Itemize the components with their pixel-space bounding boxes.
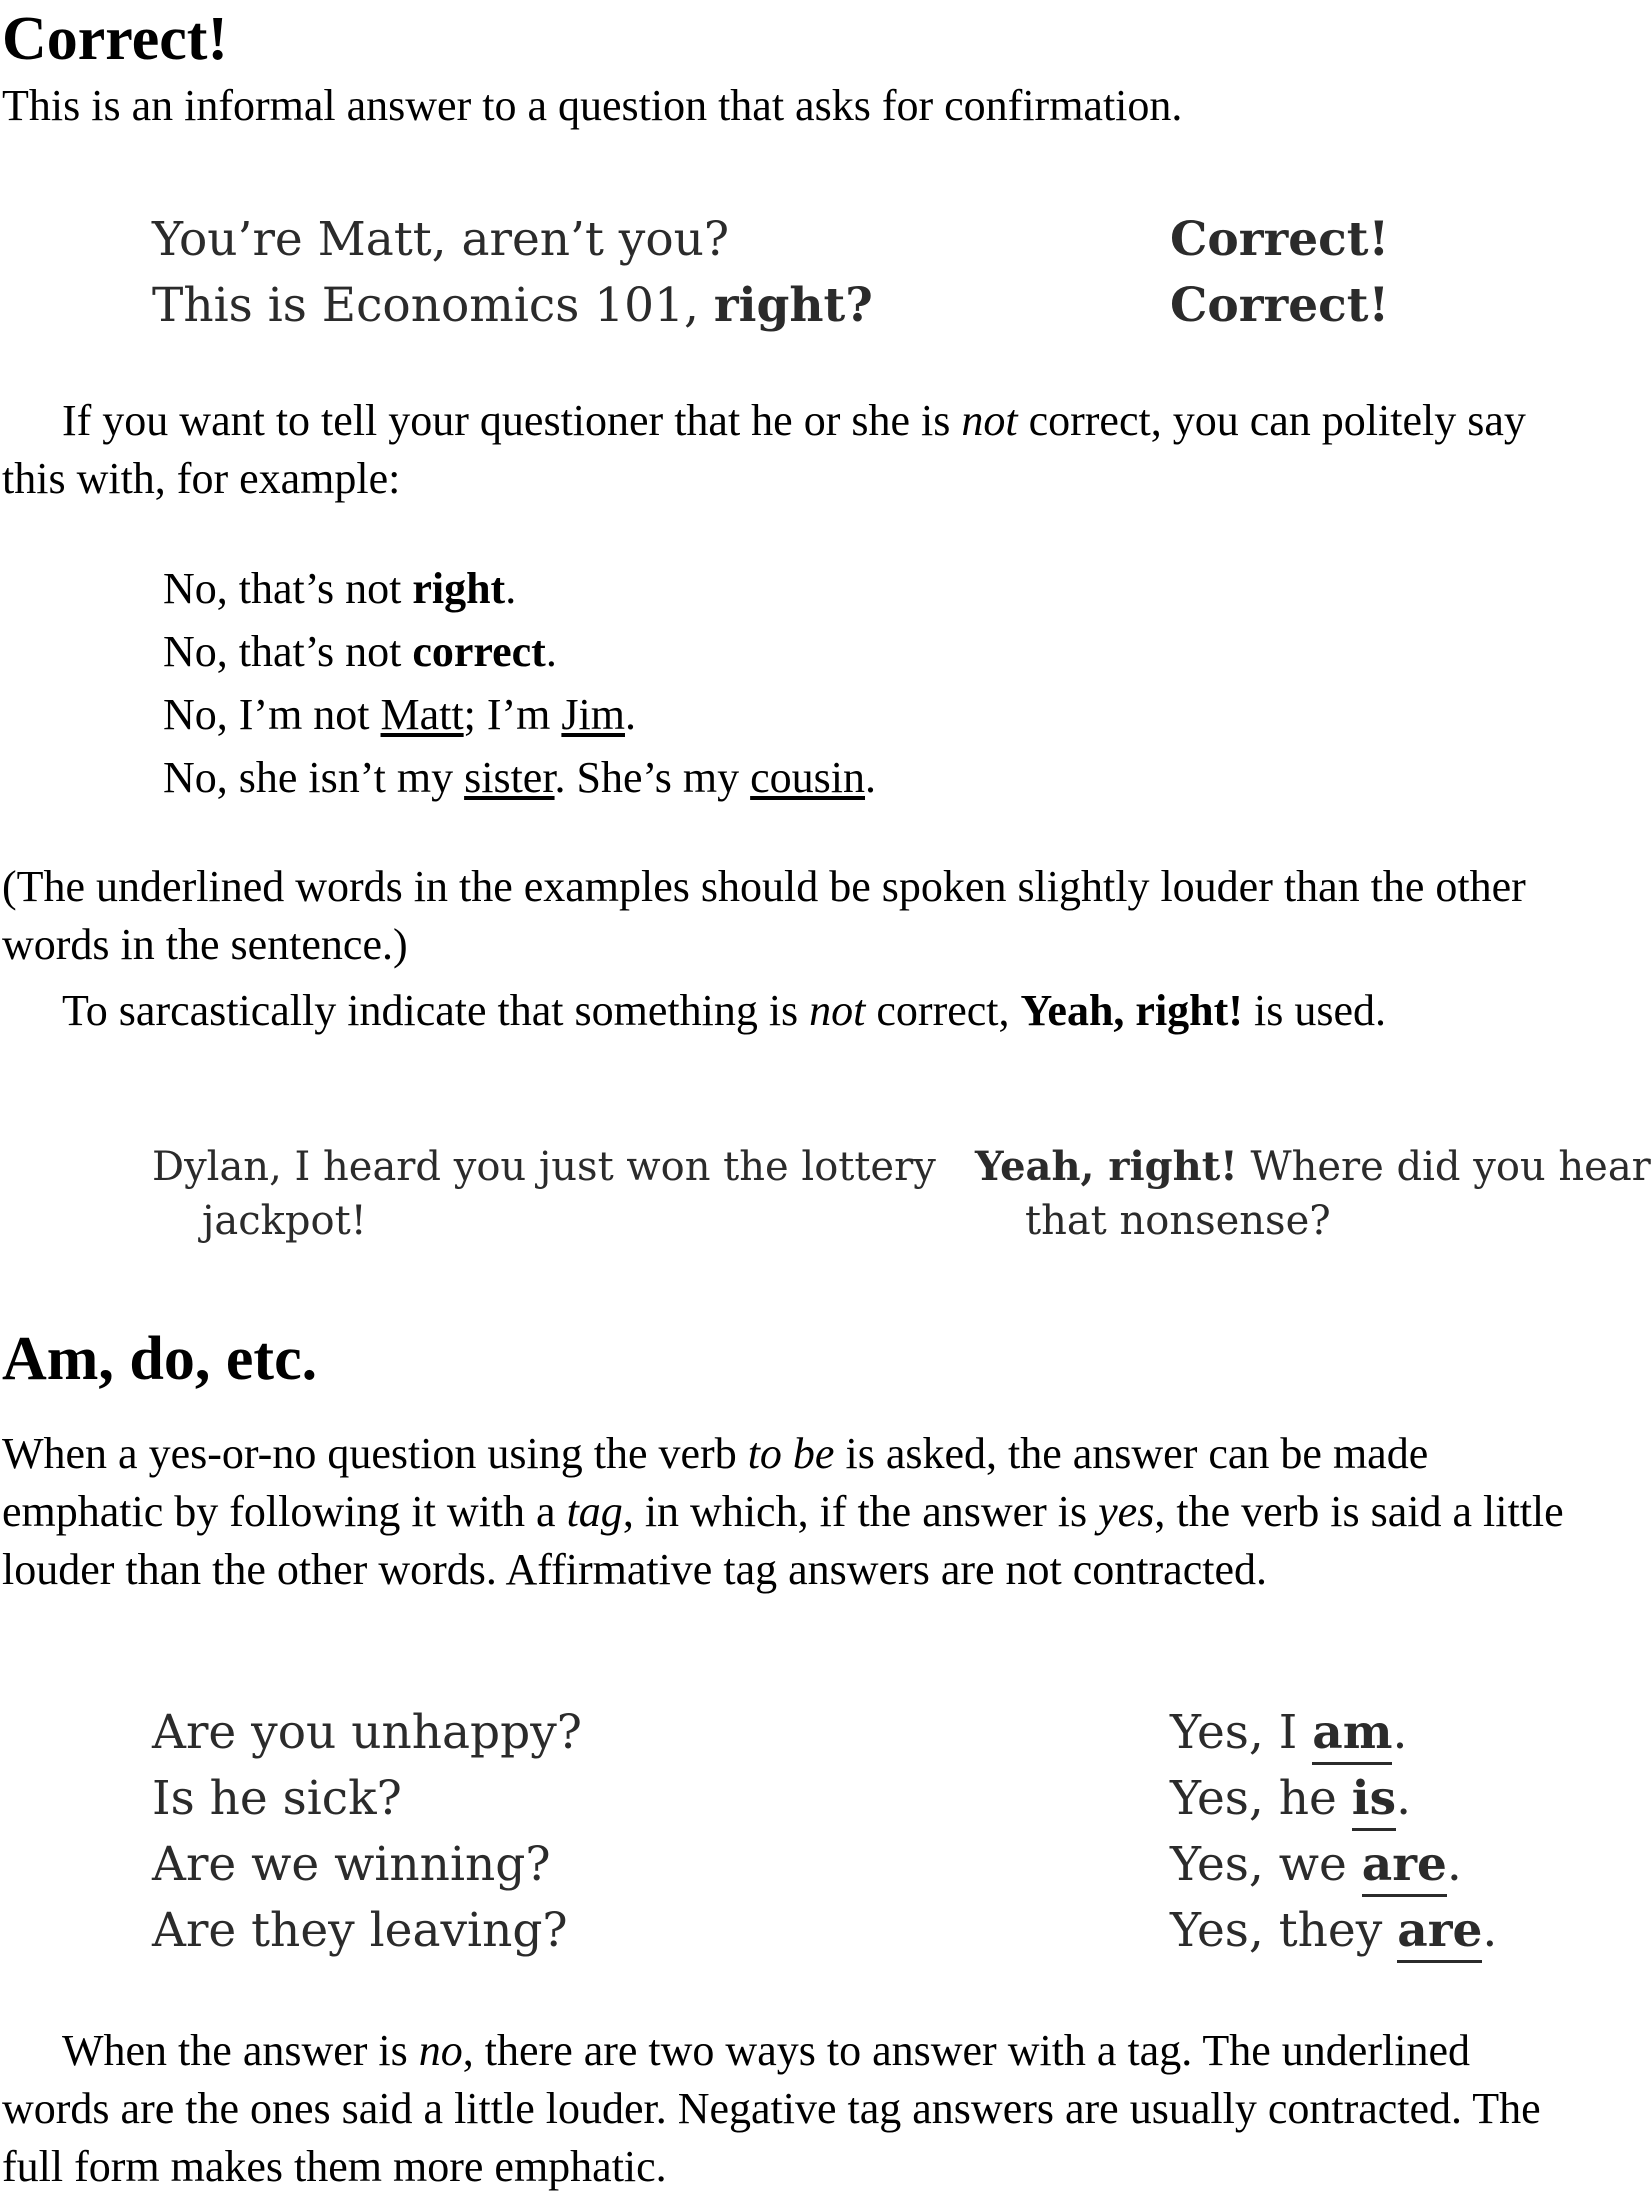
section-title-correct: Correct!: [2, 5, 229, 73]
sarcasm-answer: Yeah, right! Where did you hear that nonsense?: [975, 1143, 1651, 1244]
tag-intro-paragraph: When a yes-or-no question using the verb to be is asked, the answer can be made emphatic by following it with a tag, in which, if the answer is yes, the verb is said a little louder than the other words. Affirmative tag answers are not contracted.: [2, 1429, 1564, 1594]
example-answer: Correct!: [1170, 212, 1390, 267]
sarcasm-paragraph: To sarcastically indicate that something is not correct, Yeah, right! is used.: [62, 986, 1386, 1035]
tag-answer: Yes, I am.: [1170, 1700, 1407, 1766]
section-title-am-do: Am, do, etc.: [2, 1325, 318, 1393]
tag-question: Are we winning?: [152, 1837, 551, 1892]
negative-examples-list: [163, 557, 876, 809]
negative-example: No, that’s not correct.: [163, 627, 557, 676]
tag-question: Is he sick?: [152, 1771, 402, 1826]
example-answer: Correct!: [1170, 278, 1390, 333]
example-question: You’re Matt, aren’t you?: [152, 212, 730, 267]
tag-answer: Yes, they are.: [1170, 1898, 1497, 1964]
tag-answer: Yes, he is.: [1170, 1766, 1411, 1832]
negative-example: No, she isn’t my sister. She’s my cousin.: [163, 753, 877, 802]
negative-example: No, that’s not right.: [163, 564, 517, 613]
negative-example: No, I’m not Matt; I’m Jim.: [163, 690, 636, 739]
tag-question: Are you unhappy?: [152, 1705, 582, 1760]
negative-tag-paragraph: When the answer is no, there are two ways to answer with a tag. The underlined words are the ones said a little louder. Negative tag answers are usually contracted. The full form makes them more emphatic.: [2, 2026, 1541, 2191]
sarcasm-question: Dylan, I heard you just won the lottery jackpot!: [152, 1144, 936, 1244]
tag-question: Are they leaving?: [152, 1903, 568, 1958]
underline-note: (The underlined words in the examples should be spoken slightly louder than the other words in the sentence.): [2, 862, 1526, 969]
example-question: This is Economics 101, right?: [152, 278, 873, 333]
tag-answer: Yes, we are.: [1170, 1832, 1462, 1898]
negative-intro-paragraph: If you want to tell your questioner that he or she is not correct, you can politely say this with, for example:: [2, 396, 1526, 503]
intro-paragraph: This is an informal answer to a question that asks for confirmation.: [2, 81, 1183, 130]
